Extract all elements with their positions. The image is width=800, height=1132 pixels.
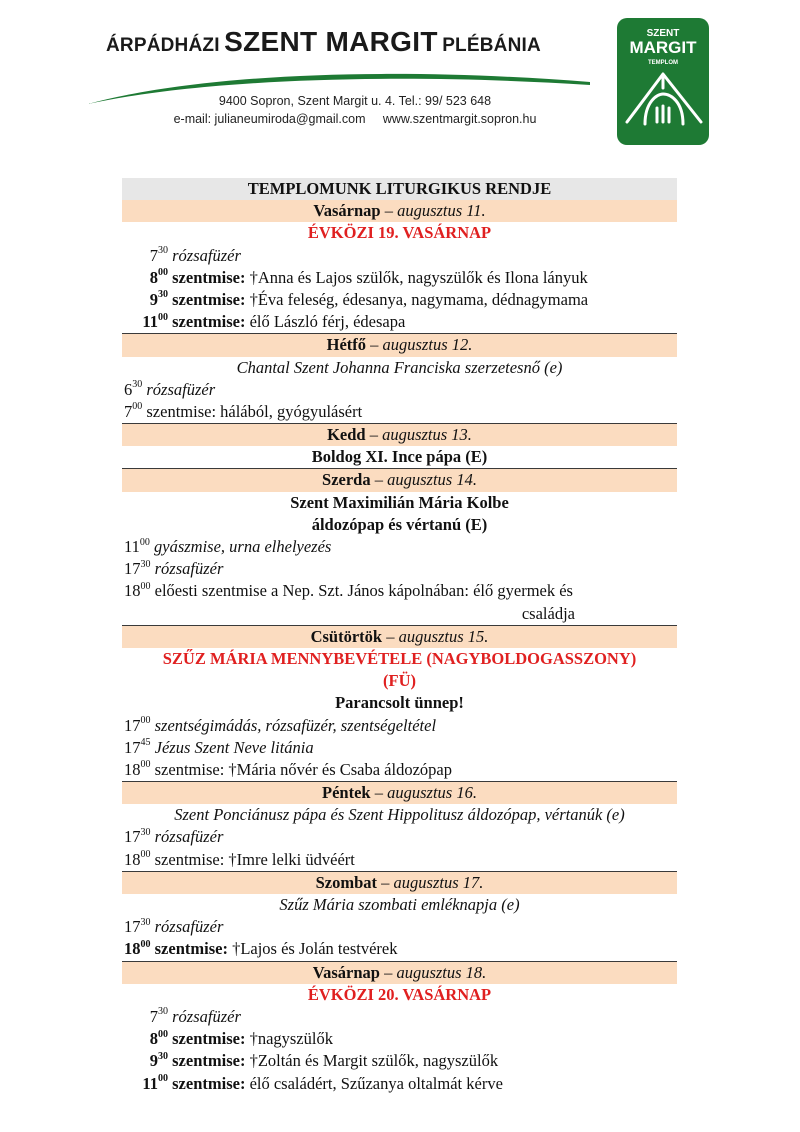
- event-minute: 00: [158, 1028, 168, 1040]
- day-header: [122, 333, 677, 356]
- feast-text: SZŰZ MÁRIA MENNYBEVÉTELE (NAGYBOLDOGASSZONY): [162, 648, 637, 668]
- event-text: élő László férj, édesapa: [245, 312, 406, 332]
- event-text: †nagyszülők: [245, 1029, 333, 1049]
- event-hour: 17: [124, 715, 141, 735]
- event-line: [122, 715, 677, 737]
- day-name: Szombat: [315, 872, 378, 892]
- event-line: [122, 1006, 677, 1028]
- event-label: szentmise:: [172, 267, 246, 287]
- day-date: augusztus 13.: [382, 425, 472, 445]
- day-name: Szerda: [322, 470, 371, 490]
- logo-line2: MARGIT: [629, 38, 697, 57]
- event-minute: 30: [158, 1050, 168, 1062]
- event-text: rózsafüzér: [172, 1006, 241, 1026]
- feast-text: Szent Ponciánusz pápa és Szent Hippolitusz áldozópap, vértanúk (e): [174, 805, 625, 825]
- feast-line: [122, 357, 677, 379]
- event-time: [124, 738, 151, 757]
- event-line: [122, 536, 677, 558]
- event-text: rózsafüzér: [172, 245, 241, 265]
- event-text: szentmise: hálából, gyógyulásért: [146, 401, 363, 421]
- event-label: szentmise:: [172, 1073, 246, 1093]
- event-minute: 00: [158, 1073, 168, 1084]
- event-label: szentmise:: [154, 939, 228, 959]
- event-time: [134, 1073, 168, 1095]
- day-name: Péntek: [322, 783, 371, 803]
- event-minute: 00: [158, 267, 168, 279]
- event-time: [134, 245, 168, 267]
- feast-text: Boldog XI. Ince pápa: [311, 447, 462, 467]
- event-hour: 8: [149, 267, 158, 287]
- event-line: [122, 759, 677, 781]
- event-line: [122, 267, 677, 289]
- parish-contact: e-mail: julianeumiroda@gmail.com www.szentmargit.sopron.hu: [173, 112, 537, 126]
- event-text: rózsafüzér: [154, 827, 224, 847]
- event-hour: 11: [142, 1073, 158, 1093]
- title-main: SZENT MARGIT: [224, 26, 438, 57]
- event-label: szentmise:: [172, 1029, 246, 1049]
- event-minute: 00: [132, 401, 143, 413]
- day-separator: –: [370, 470, 388, 490]
- feast-line: [122, 692, 677, 714]
- feast-line: [122, 514, 677, 536]
- feast-line: [122, 670, 677, 692]
- event-hour: 7: [149, 1006, 158, 1026]
- event-line: [122, 379, 677, 401]
- feast-text: áldozópap és vértanú: [311, 514, 462, 534]
- event-minute: 00: [158, 311, 168, 323]
- event-time: [124, 380, 142, 399]
- day-header: [122, 871, 677, 894]
- event-hour: 18: [124, 849, 141, 869]
- event-minute: 30: [140, 558, 151, 570]
- event-line: [122, 938, 677, 960]
- event-continuation: családja: [521, 603, 575, 623]
- day-separator: –: [379, 962, 397, 982]
- event-minute: 30: [140, 826, 151, 838]
- event-hour: 17: [124, 917, 141, 937]
- feast-line: [122, 984, 677, 1006]
- feast-line: [122, 446, 677, 468]
- event-minute: 00: [140, 849, 151, 861]
- event-time: [134, 1050, 168, 1072]
- day-name: Vasárnap: [312, 962, 380, 982]
- feast-text: Chantal Szent Johanna Franciska szerzetesnő (e): [236, 357, 563, 377]
- day-separator: –: [382, 626, 399, 646]
- event-text: szentmise: †Imre lelki üdvéért: [154, 849, 355, 869]
- event-minute: 00: [140, 580, 151, 592]
- day-date: augusztus 11.: [397, 201, 486, 221]
- event-text: előesti szentmise a Nep. Szt. János kápolnában: élő gyermek és: [154, 581, 573, 601]
- feast-text: Szent Maximilián Mária Kolbe: [290, 492, 509, 512]
- liturgical-schedule: [122, 178, 677, 1095]
- event-text: †Éva feleség, édesanya, nagymama, dédnagymama: [245, 289, 589, 309]
- day-date: augusztus 17.: [393, 872, 484, 892]
- event-line: [122, 289, 677, 311]
- event-hour: 9: [149, 1051, 158, 1071]
- schedule-title: TEMPLOMUNK LITURGIKUS RENDJE: [122, 178, 677, 200]
- event-line: [122, 849, 677, 871]
- event-line: [122, 826, 677, 848]
- event-time: [124, 917, 151, 936]
- event-line: [122, 311, 677, 333]
- feast-rank: (E): [461, 447, 488, 467]
- day-header: [122, 961, 677, 984]
- parish-address: 9400 Sopron, Szent Margit u. 4. Tel.: 99/ 523 648: [218, 94, 492, 108]
- event-label: szentmise:: [172, 312, 246, 332]
- day-separator: –: [377, 872, 394, 892]
- event-line: [122, 558, 677, 580]
- event-time: [124, 402, 142, 421]
- event-text: rózsafüzér: [154, 559, 224, 579]
- event-time: [124, 939, 151, 958]
- event-line: [122, 245, 677, 267]
- day-separator: –: [370, 783, 388, 803]
- event-hour: 11: [142, 312, 158, 332]
- event-hour: 18: [124, 939, 141, 959]
- event-text: szentmise: †Mária nővér és Csaba áldozópap: [154, 759, 452, 779]
- event-hour: 17: [124, 559, 141, 579]
- feast-rank: (E): [461, 514, 488, 534]
- event-minute: 45: [140, 737, 151, 749]
- logo-line3: TEMPLOM: [648, 60, 678, 66]
- day-name: Hétfő: [326, 335, 367, 355]
- day-header: [122, 200, 677, 222]
- parish-title: [106, 26, 596, 58]
- event-time: [134, 311, 168, 333]
- event-time: [124, 537, 150, 556]
- event-hour: 9: [149, 289, 158, 309]
- event-text: gyászmise, urna elhelyezés: [154, 537, 332, 556]
- event-line: [122, 1073, 677, 1095]
- feast-text: Parancsolt ünnep!: [335, 693, 464, 713]
- event-hour: 18: [124, 759, 141, 779]
- event-line: [122, 1028, 677, 1050]
- event-time: [124, 760, 151, 779]
- event-time: [134, 1028, 168, 1050]
- event-line: [122, 737, 677, 759]
- event-minute: 00: [139, 536, 150, 548]
- event-minute: 30: [140, 916, 151, 928]
- event-text: szentségimádás, rózsafüzér, szentségeltétel: [154, 715, 437, 735]
- feast-text: ÉVKÖZI 20. VASÁRNAP: [307, 984, 492, 1004]
- day-separator: –: [366, 335, 383, 355]
- event-text: élő családért, Szűzanya oltalmát kérve: [245, 1073, 503, 1093]
- event-time: [134, 267, 168, 289]
- event-time: [134, 1006, 168, 1028]
- day-date: augusztus 18.: [396, 962, 487, 982]
- event-label: szentmise:: [172, 289, 246, 309]
- event-time: [124, 716, 151, 735]
- title-prefix: ÁRPÁDHÁZI: [106, 35, 220, 56]
- day-separator: –: [380, 201, 398, 221]
- event-minute: 30: [132, 379, 143, 391]
- feast-line: [122, 804, 677, 826]
- event-time: [124, 850, 151, 869]
- feast-text: Szűz Mária szombati emléknapja (e): [279, 895, 520, 914]
- logo-line1: SZENT: [646, 28, 680, 39]
- event-time: [124, 559, 151, 578]
- event-text: Jézus Szent Neve litánia: [154, 737, 314, 757]
- event-text: †Lajos és Jolán testvérek: [227, 939, 398, 959]
- feast-text: (FÜ): [383, 671, 416, 691]
- day-header: [122, 781, 677, 804]
- parish-logo: [617, 18, 709, 145]
- day-name: Vasárnap: [313, 201, 381, 221]
- event-line: [122, 1050, 677, 1072]
- day-date: augusztus 16.: [387, 783, 477, 803]
- event-hour: 7: [124, 401, 133, 421]
- event-line: [122, 580, 677, 602]
- event-hour: 18: [124, 581, 141, 601]
- event-minute: 30: [158, 1006, 168, 1018]
- feast-line: [122, 894, 677, 916]
- feast-line: [122, 222, 677, 244]
- day-name: Kedd: [327, 425, 366, 445]
- day-separator: –: [365, 425, 383, 445]
- event-hour: 8: [149, 1029, 158, 1049]
- event-text: rózsafüzér: [146, 379, 216, 399]
- event-hour: 6: [124, 379, 133, 399]
- day-date: augusztus 15.: [398, 626, 489, 646]
- event-text: †Zoltán és Margit szülők, nagyszülők: [245, 1051, 499, 1071]
- event-label: szentmise:: [172, 1051, 246, 1071]
- event-minute: 00: [140, 759, 151, 771]
- feast-line: [122, 648, 677, 670]
- event-time: [134, 289, 168, 311]
- event-minute: 30: [158, 289, 168, 301]
- event-minute: 30: [158, 245, 168, 257]
- day-header: [122, 423, 677, 446]
- event-hour: 17: [124, 737, 141, 757]
- event-text: †Anna és Lajos szülők, nagyszülők és Ilona lányuk: [245, 267, 588, 287]
- event-time: [124, 581, 151, 600]
- event-line: [122, 916, 677, 938]
- feast-line: [122, 492, 677, 514]
- event-line: [122, 401, 677, 423]
- event-text: rózsafüzér: [154, 917, 224, 937]
- day-date: augusztus 12.: [382, 335, 473, 355]
- event-time: [124, 827, 151, 846]
- event-minute: 00: [140, 715, 151, 726]
- title-suffix: PLÉBÁNIA: [442, 35, 541, 56]
- day-date: augusztus 14.: [387, 470, 477, 490]
- feast-text: ÉVKÖZI 19. VASÁRNAP: [307, 223, 492, 243]
- event-hour: 7: [149, 245, 158, 265]
- day-name: Csütörtök: [310, 626, 383, 646]
- event-hour: 17: [124, 827, 141, 847]
- day-header: [122, 625, 677, 648]
- event-hour: 11: [124, 537, 140, 556]
- event-minute: 00: [140, 938, 151, 950]
- day-header: [122, 468, 677, 491]
